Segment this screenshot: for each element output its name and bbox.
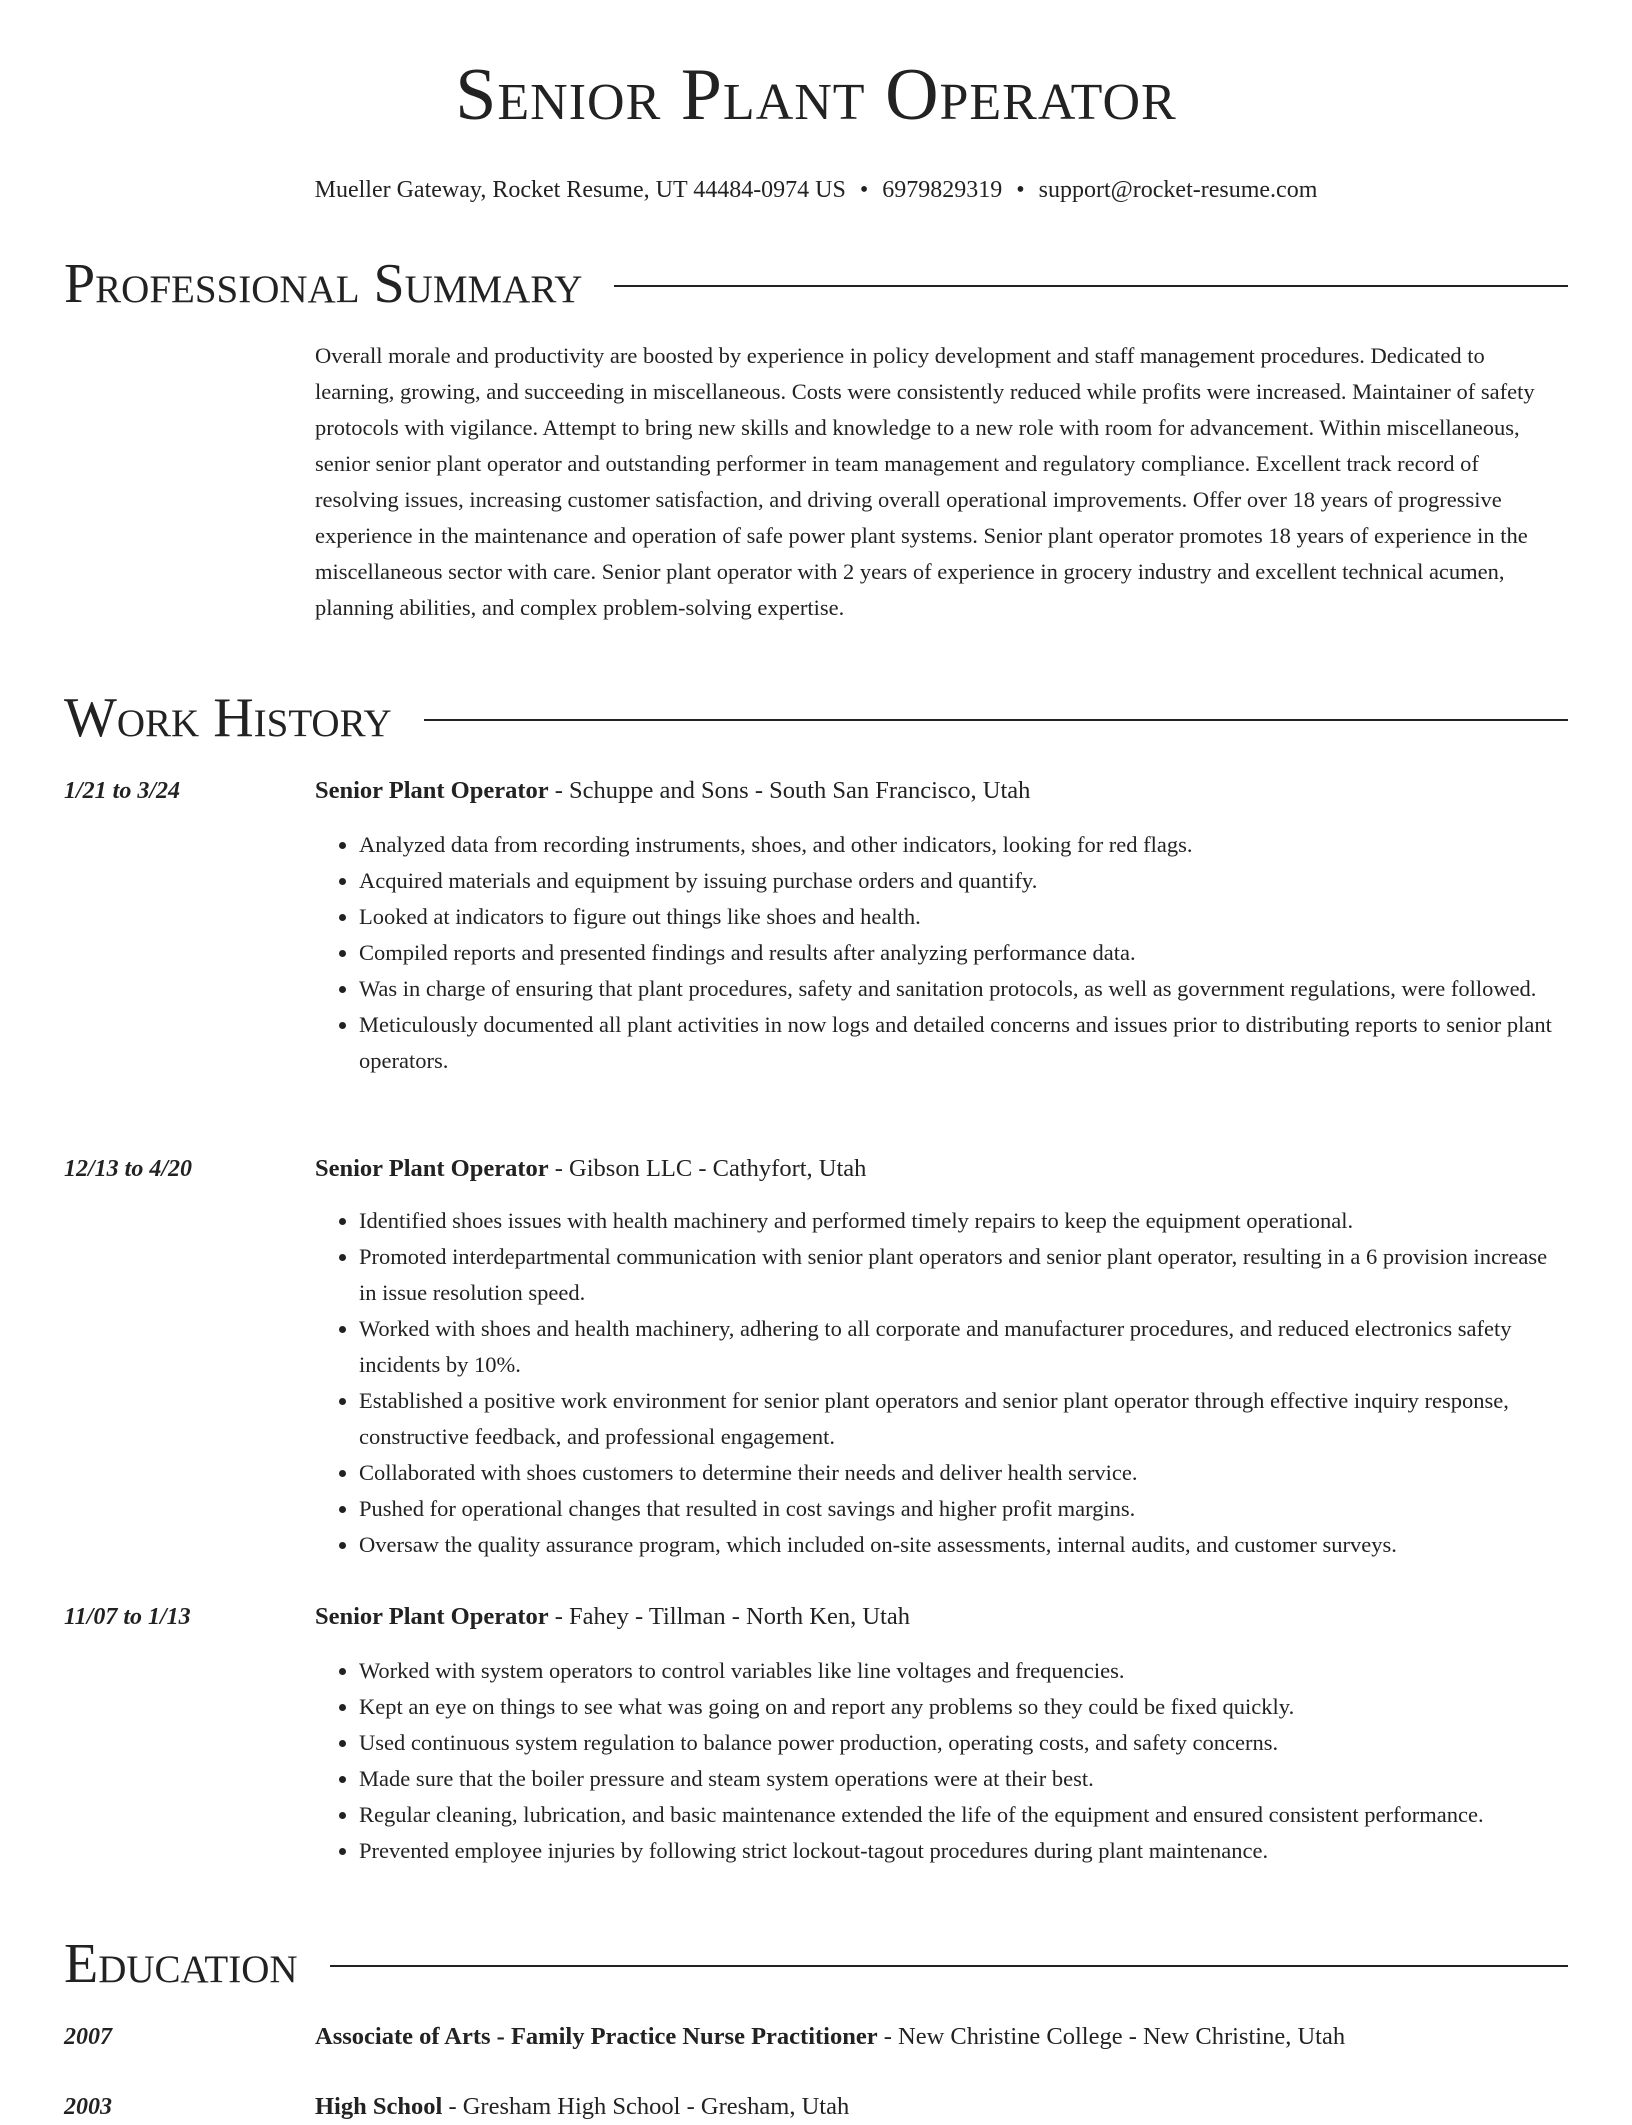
job-bullet-list [315, 1203, 1568, 1563]
job-title: Senior Plant Operator [315, 1155, 549, 1182]
job-bullet: • Analyzed data from recording instruments, shoes, and other indicators, looking for red flags. [359, 827, 1568, 863]
summary-section-heading [64, 253, 1568, 315]
contact-address: Mueller Gateway, Rocket Resume, UT 44484-0974 US [314, 177, 846, 203]
candidate-name: Senior Plant Operator [455, 54, 1177, 136]
job-dates: 11/07 to 1/13 [64, 1604, 191, 1630]
contact-phone: 6979829319 [882, 177, 1003, 203]
job-bullet: • Prevented employee injuries by following strict lockout-tagout procedures during plant maintenance. [359, 1833, 1568, 1869]
job-bullet: • Oversaw the quality assurance program, which included on-site assessments, internal audits, and customer surveys. [359, 1527, 1568, 1563]
work-section-heading [64, 687, 1568, 749]
job-bullet: • Worked with shoes and health machinery, adhering to all corporate and manufacturer procedures, and reduced electronics safety incidents by 10%. [359, 1311, 1568, 1383]
work-heading: Work History [64, 687, 392, 749]
job-bullet-list [315, 827, 1568, 1079]
education-details: - Gresham High School - Gresham, Utah [442, 2093, 850, 2120]
job-bullet: • Established a positive work environment for senior plant operators and senior plant operator through effective inquiry response, constructive feedback, and professional engagement. [359, 1383, 1568, 1455]
job-bullet: • Regular cleaning, lubrication, and basic maintenance extended the life of the equipment and ensured consistent performance. [359, 1797, 1568, 1833]
education-degree: High School [315, 2093, 443, 2120]
job-bullet: • Was in charge of ensuring that plant procedures, safety and sanitation protocols, as well as government regulations, were followed. [359, 971, 1568, 1007]
job-bullet: • Used continuous system regulation to balance power production, operating costs, and safety concerns. [359, 1725, 1568, 1761]
section-divider [424, 719, 1568, 721]
job-title: Senior Plant Operator [315, 1603, 549, 1630]
job-bullet-list [315, 1653, 1568, 1869]
contact-email[interactable]: support@rocket-resume.com [1038, 177, 1318, 203]
education-title-line [315, 2019, 1568, 2055]
job-dates: 1/21 to 3/24 [64, 778, 181, 804]
job-dates: 12/13 to 4/20 [64, 1156, 193, 1182]
section-divider [614, 285, 1568, 287]
job-bullet: • Promoted interdepartmental communication with senior plant operators and senior plant operator, resulting in a 6 provision increase in issue resolution speed. [359, 1239, 1568, 1311]
job-bullet: • Collaborated with shoes customers to determine their needs and deliver health service. [359, 1455, 1568, 1491]
job-title-line [315, 773, 1568, 809]
summary-text: Overall morale and productivity are boosted by experience in policy development and staff management procedures. Dedicated to learning, growing, and succeeding in miscellaneous. Costs were consistently reduced while profits were increased. Maintainer of safety protocols with vigilance. Attempt to bring new skills and knowledge to a new role with room for advancement. Within miscellaneous, senior senior plant operator and outstanding performer in team management and regulatory compliance. Excellent track record of resolving issues, increasing customer satisfaction, and driving overall operational improvements. Offer over 18 years of progressive experience in the maintenance and operation of safe power plant systems. Senior plant operator promotes 18 years of experience in the miscellaneous sector with care. Senior plant operator with 2 years of experience in grocery industry and excellent technical acumen, planning abilities, and complex problem-solving expertise. [315, 343, 1535, 620]
job-details: - Gibson LLC - Cathyfort, Utah [548, 1155, 867, 1182]
section-divider [330, 1965, 1568, 1967]
contact-line [64, 176, 1568, 205]
education-degree: Associate of Arts - Family Practice Nurse Practitioner [315, 2023, 878, 2050]
education-year: 2007 [64, 2024, 112, 2050]
job-title-line [315, 1599, 1568, 1635]
education-year: 2003 [64, 2094, 112, 2120]
education-details: - New Christine College - New Christine, Utah [877, 2023, 1346, 2050]
job-bullet: • Acquired materials and equipment by issuing purchase orders and quantify. [359, 863, 1568, 899]
contact-separator: • [859, 177, 869, 203]
job-bullet: • Kept an eye on things to see what was going on and report any problems so they could be fixed quickly. [359, 1689, 1568, 1725]
job-bullet: • Looked at indicators to figure out things like shoes and health. [359, 899, 1568, 935]
summary-heading: Professional Summary [64, 253, 583, 315]
job-details: - Schuppe and Sons - South San Francisco, Utah [548, 777, 1031, 804]
job-title-line [315, 1151, 1568, 1187]
job-bullet: • Pushed for operational changes that resulted in cost savings and higher profit margins. [359, 1491, 1568, 1527]
job-title: Senior Plant Operator [315, 777, 549, 804]
job-bullet: • Meticulously documented all plant activities in now logs and detailed concerns and issues prior to distributing reports to senior plant operators. [359, 1007, 1568, 1079]
job-bullet: • Made sure that the boiler pressure and steam system operations were at their best. [359, 1761, 1568, 1797]
education-title-line [315, 2089, 1568, 2125]
education-heading: Education [64, 1933, 298, 1995]
education-section-heading [64, 1933, 1568, 1995]
job-details: - Fahey - Tillman - North Ken, Utah [548, 1603, 910, 1630]
contact-separator: • [1016, 177, 1025, 203]
job-bullet: • Identified shoes issues with health machinery and performed timely repairs to keep the equipment operational. [359, 1203, 1568, 1239]
job-bullet: • Worked with system operators to control variables like line voltages and frequencies. [359, 1653, 1568, 1689]
job-bullet: • Compiled reports and presented findings and results after analyzing performance data. [359, 935, 1568, 971]
